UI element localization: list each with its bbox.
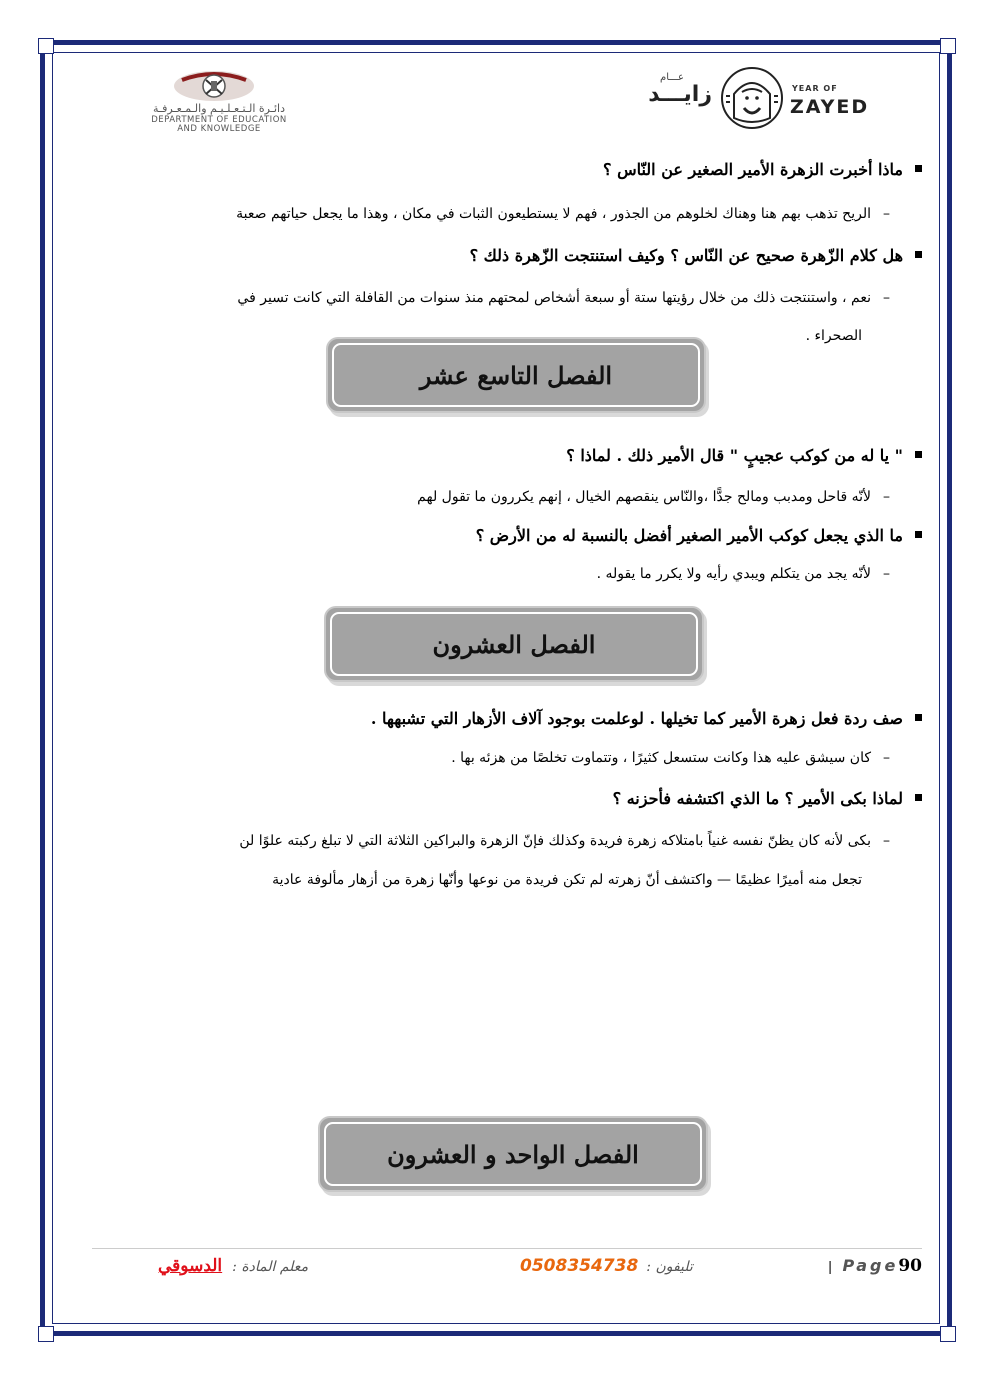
phone-label: تليفون : [646, 1259, 693, 1275]
question-text: ماذا أخبرت الزهرة الأمير الصغير عن النّاس ؟ [603, 160, 903, 179]
answer: –لأنّه قاحل ومدبب ومالح جدًّا ،والنّاس ينقصهم الخيال ، إنهم يكررون ما تقول لهم [417, 489, 890, 505]
square-bullet-icon [915, 714, 922, 721]
year-ar-label: عـــام [660, 72, 684, 83]
answer-text: بكى لأنه كان يظنّ نفسه غنياً بامتلاكه زهرة فريدة وكذلك فإنّ الزهرة والبراكين الثلاثة التي لا تبلغ ركبته علوًا لن [239, 833, 871, 849]
answer: –لأنّه يجد من يتكلم ويبدي رأيه ولا يكرر ما يقوله . [596, 566, 890, 582]
question-text: لماذا بكى الأمير ؟ ما الذي اكتشفه فأحزنه ؟ [612, 789, 903, 808]
answer: –بكى لأنه كان يظنّ نفسه غنياً بامتلاكه زهرة فريدة وكذلك فإنّ الزهرة والبراكين الثلاثة التي لا تبلغ ركبته علوًا لن [239, 833, 890, 849]
answer-continuation: تجعل منه أميرًا عظيمًا — واكتشف أنّ زهرته لم تكن فريدة من نوعها وأنّها زهرة من أزهار مألوفة عادية [272, 872, 862, 888]
square-bullet-icon [915, 251, 922, 258]
question-text: صف ردة فعل زهرة الأمير كما تخيلها . لوعلمت بوجود آلاف الأزهار التي تشبهها . [370, 709, 903, 728]
question [566, 446, 922, 465]
answer: –نعم ، واستنتجت ذلك من خلال رؤيتها ستة أو سبعة أشخاص لمحتهم منذ سنوات من القافلة التي كانت تسير في [237, 290, 890, 306]
chapter-heading-box [326, 337, 706, 413]
answer-text: لأنّه يجد من يتكلم ويبدي رأيه ولا يكرر ما يقوله . [596, 566, 871, 582]
question [371, 709, 922, 728]
teacher-label: معلم المادة : [232, 1259, 309, 1275]
answer-continuation: الصحراء . [805, 328, 862, 344]
phone-block [520, 1256, 693, 1276]
page-separator: | [827, 1260, 833, 1275]
square-bullet-icon [915, 165, 922, 172]
corner-ornament [38, 38, 54, 54]
page-number-block [828, 1256, 922, 1276]
zayed-label: ZAYED [790, 96, 870, 118]
dek-logo [88, 66, 350, 134]
chapter-heading-box [318, 1116, 708, 1192]
footer-divider [92, 1248, 922, 1249]
question [476, 526, 922, 545]
question [613, 789, 922, 808]
corner-ornament [940, 1326, 956, 1342]
emblem-icon [172, 66, 256, 102]
chapter-title: الفصل الواحد و العشرون [387, 1139, 639, 1169]
question-text: " يا له من كوكب عجيبٍ " قال الأمير ذلك . لماذا ؟ [566, 446, 903, 465]
answer-text: الريح تذهب بهم هنا وهناك لخلوهم من الجذور ، فهم لا يستطيعون الثبات في مكان ، وهذا ما يجعل حياتهم صعبة [236, 206, 871, 222]
square-bullet-icon [915, 451, 922, 458]
answer-text: كان سيشق عليه هذا وكانت ستسعل كثيرًا ، وتتماوت تخلصًا من هزئه بها . [451, 750, 871, 766]
page-label: Page [842, 1256, 899, 1275]
teacher-name: الدسوقي [158, 1256, 223, 1276]
question-text: هل كلام الزّهرة صحيح عن النّاس ؟ وكيف استنتجت الزّهرة ذلك ؟ [469, 246, 903, 265]
zayed-ar-label: زايـــد [648, 82, 712, 107]
question [603, 160, 922, 179]
answer-text: نعم ، واستنتجت ذلك من خلال رؤيتها ستة أو سبعة أشخاص لمحتهم منذ سنوات من القافلة التي كانت تسير في [237, 290, 871, 306]
square-bullet-icon [915, 531, 922, 538]
answer: –كان سيشق عليه هذا وكانت ستسعل كثيرًا ، وتتماوت تخلصًا من هزئه بها . [451, 750, 890, 766]
chapter-heading-box [324, 606, 704, 682]
answer: –الريح تذهب بهم هنا وهناك لخلوهم من الجذور ، فهم لا يستطيعون الثبات في مكان ، وهذا ما يجعل حياتهم صعبة [236, 206, 890, 222]
page-number: 90 [898, 1256, 922, 1276]
corner-ornament [38, 1326, 54, 1342]
corner-ornament [940, 38, 956, 54]
dek-english-name-2: AND KNOWLEDGE [177, 124, 261, 134]
teacher-block [158, 1256, 308, 1276]
dek-arabic-name: دائـرة الـتـعـلـيـم والـمـعـرفـة [153, 102, 285, 115]
question-text: ما الذي يجعل كوكب الأمير الصغير أفضل بالنسبة له من الأرض ؟ [475, 526, 903, 545]
dek-english-name: DEPARTMENT OF EDUCATION [151, 115, 287, 125]
chapter-title: الفصل التاسع عشر [419, 360, 613, 390]
square-bullet-icon [915, 794, 922, 801]
phone-number: 0508354738 [520, 1256, 639, 1276]
zayed-portrait-icon [720, 66, 784, 130]
year-of-zayed-logo [612, 64, 902, 134]
year-of-label: YEAR OF [792, 84, 838, 93]
chapter-title: الفصل العشرون [432, 629, 596, 659]
question [470, 246, 922, 265]
answer-text: لأنّه قاحل ومدبب ومالح جدًّا ،والنّاس ينقصهم الخيال ، إنهم يكررون ما تقول لهم [417, 489, 871, 505]
